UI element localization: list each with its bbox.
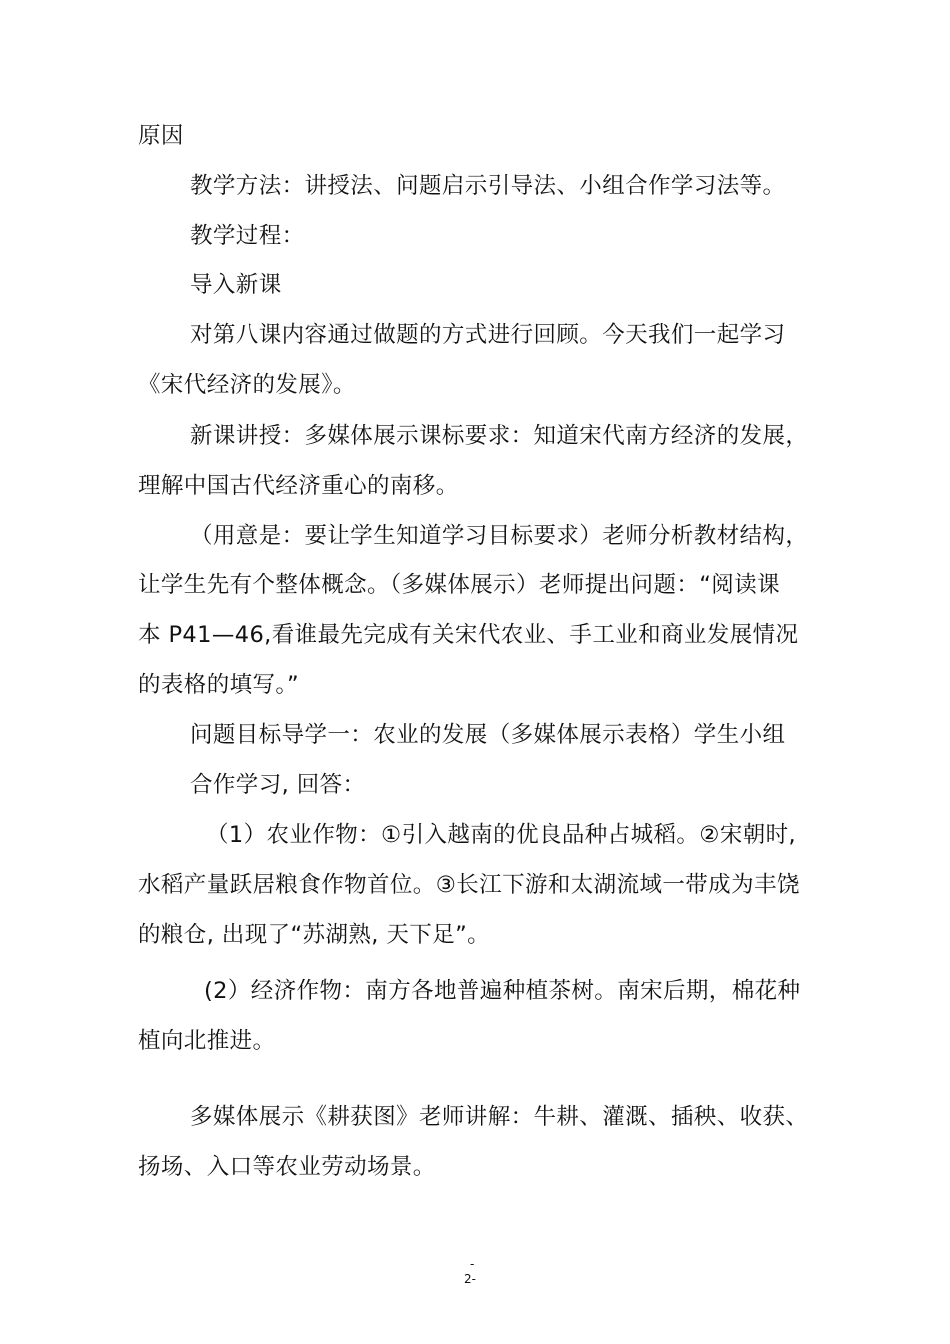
- paragraph-line: 的粮仓, 出现了“苏湖熟, 天下足”。: [138, 922, 491, 948]
- paragraph-line: 教学过程：: [190, 223, 305, 249]
- paragraph-line: 合作学习, 回答：: [190, 772, 366, 798]
- paragraph-line: 理解中国古代经济重心的南移。: [138, 473, 459, 499]
- paragraph-line: 扬场、入口等农业劳动场景。: [138, 1154, 436, 1180]
- section-heading: 导入新课: [190, 272, 282, 298]
- page-number: 2-: [464, 1272, 476, 1286]
- paragraph-line: 水稻产量跃居粮食作物首位。③长江下游和太湖流域一带成为丰饶: [138, 872, 800, 898]
- paragraph-line: 多媒体展示《耕获图》老师讲解：牛耕、灌溉、插秧、收获、: [190, 1104, 809, 1130]
- paragraph-line: 对第八课内容通过做题的方式进行回顾。今天我们一起学习: [190, 322, 786, 348]
- paragraph-line: 植向北推进。: [138, 1028, 276, 1054]
- paragraph-line: 的表格的填写。”: [138, 672, 300, 698]
- footer-dash: -: [470, 1257, 475, 1271]
- paragraph-line: （1）农业作物：①引入越南的优良品种占城稻。②宋朝时,: [206, 822, 797, 848]
- paragraph-line: 问题目标导学一：农业的发展（多媒体展示表格）学生小组: [190, 722, 786, 748]
- paragraph-line: 教学方法：讲授法、问题启示引导法、小组合作学习法等。: [190, 173, 786, 199]
- paragraph-line: 让学生先有个整体概念。（多媒体展示）老师提出问题：“阅读课: [138, 572, 781, 598]
- paragraph-line: 本 P41—46,看谁最先完成有关宋代农业、手工业和商业发展情况: [138, 622, 799, 648]
- paragraph-line: 《宋代经济的发展》。: [138, 372, 356, 398]
- paragraph-line: (2）经济作物：南方各地普遍种植茶树。南宋后期，棉花种: [204, 978, 801, 1004]
- paragraph-line: 新课讲授：多媒体展示课标要求：知道宋代南方经济的发展，: [190, 423, 809, 449]
- paragraph-line: （用意是：要让学生知道学习目标要求）老师分析教材结构，: [190, 523, 809, 549]
- paragraph-line: 原因: [138, 123, 184, 149]
